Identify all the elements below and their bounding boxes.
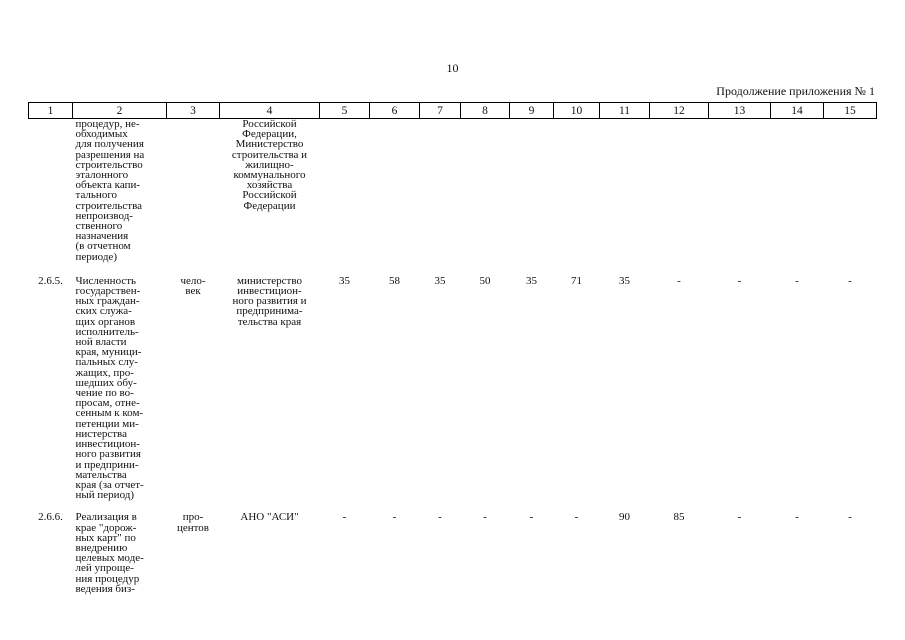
responsible-body [220, 512, 320, 594]
value-cell: - [483, 511, 487, 524]
cell-line: строительство [75, 158, 143, 171]
column-header: 1 [29, 103, 73, 119]
cell-line: петенции ми- [75, 417, 139, 430]
cell-line: внедрению [75, 541, 128, 554]
table-row [29, 119, 877, 276]
value-cell [771, 119, 824, 276]
cell-line: нистерства [75, 427, 127, 440]
cell-line: обходимых [75, 128, 128, 141]
cell-line: и предприни- [75, 458, 139, 471]
cell-line: ведения биз- [75, 582, 135, 595]
cell-line: АНО "АСИ" [240, 511, 299, 524]
column-header: 12 [650, 103, 709, 119]
value-cell: 71 [571, 274, 582, 287]
cell-line: государствен- [75, 285, 141, 298]
cell-line: жащих, про- [75, 366, 134, 379]
cell-line: инвестицион- [75, 438, 140, 451]
cell-line: для получения [75, 138, 144, 151]
cell-line: целевых моде- [75, 552, 144, 565]
cell-line: непроизвод- [75, 209, 133, 222]
table-row [29, 276, 877, 512]
column-header: 9 [510, 103, 554, 119]
cell-line: периоде) [75, 250, 117, 263]
responsible-body [220, 119, 320, 276]
cell-line: тельства края [237, 315, 302, 328]
cell-line: края, муници- [75, 346, 142, 359]
cell-line: Федерации [243, 199, 296, 212]
cell-line: пальных слу- [75, 356, 138, 369]
value-cell [554, 119, 600, 276]
value-cell [370, 119, 420, 276]
cell-line: ственного [75, 220, 123, 233]
column-header: 2 [73, 103, 167, 119]
value-cell [650, 119, 709, 276]
value-cell: - [795, 511, 799, 524]
value-cell [320, 119, 370, 276]
value-cell: - [848, 274, 852, 287]
cell-line: предпринима- [236, 305, 303, 318]
unit [167, 276, 220, 512]
cell-line: крае "дорож- [75, 521, 137, 534]
cell-line: шедших обу- [75, 376, 137, 389]
indicator-name [73, 119, 167, 276]
cell-line: исполнитель- [75, 325, 139, 338]
column-header: 7 [420, 103, 461, 119]
value-cell: 35 [619, 274, 630, 287]
column-header: 5 [320, 103, 370, 119]
cell-line: процедур, не- [75, 118, 140, 130]
page-number: 10 [446, 61, 459, 75]
value-cell: - [677, 274, 681, 287]
column-header: 11 [600, 103, 650, 119]
cell-line: лей упроще- [75, 562, 134, 575]
cell-line: тального [75, 189, 118, 202]
row-code: 2.6.6. [38, 511, 63, 524]
cell-line: ских служа- [75, 305, 132, 318]
column-header: 10 [554, 103, 600, 119]
indicator-name [73, 276, 167, 512]
cell-line: про- [182, 511, 204, 524]
value-cell [709, 119, 771, 276]
cell-line: чело- [180, 274, 206, 287]
cell-line: края (за отчет- [75, 478, 144, 491]
cell-line: ния процедур [75, 572, 140, 585]
column-header: 15 [824, 103, 877, 119]
value-cell: - [529, 511, 534, 524]
value-cell: 58 [389, 274, 400, 287]
cell-line: Российской [242, 189, 297, 202]
cell-line: разрешения на [75, 148, 145, 161]
cell-line: ного развития и [232, 295, 307, 308]
row-code: 2.6.5. [38, 274, 63, 287]
cell-line: щих органов [75, 315, 136, 328]
column-header: 6 [370, 103, 420, 119]
value-cell [420, 119, 461, 276]
column-header: 8 [461, 103, 510, 119]
value-cell [824, 119, 877, 276]
value-cell: 35 [339, 274, 350, 287]
cell-line: ных граждан- [75, 295, 140, 308]
cell-line: просам, отне- [75, 397, 140, 410]
responsible-body [220, 276, 320, 512]
cell-line: ного развития [75, 448, 141, 461]
unit [167, 119, 220, 276]
value-cell [600, 119, 650, 276]
column-header: 4 [220, 103, 320, 119]
cell-line: Численность [75, 274, 137, 287]
table-row [29, 512, 877, 594]
unit [167, 512, 220, 594]
column-header: 14 [771, 103, 824, 119]
value-cell [510, 119, 554, 276]
cell-line: ный период) [75, 489, 135, 502]
value-cell: 85 [673, 511, 685, 524]
value-cell: - [737, 274, 742, 287]
cell-line: (в отчетном [75, 240, 131, 253]
cell-line: Министерство [235, 138, 304, 151]
cell-line: центов [176, 521, 209, 534]
column-header: 13 [709, 103, 771, 119]
value-cell: - [392, 511, 397, 524]
value-cell: - [342, 511, 347, 524]
cell-line: министерство [236, 274, 302, 287]
indicators-table [28, 102, 877, 594]
value-cell: 35 [434, 274, 446, 287]
row-code [29, 119, 73, 276]
value-cell: 35 [526, 274, 537, 287]
cell-line: инвестицион- [237, 285, 302, 298]
value-cell: - [795, 274, 799, 287]
value-cell: 90 [619, 511, 630, 524]
indicator-name [73, 512, 167, 594]
cell-line: век [185, 285, 201, 298]
cell-line: хозяйства [246, 179, 293, 192]
cell-line: Реализация в [75, 511, 137, 524]
value-cell: - [438, 511, 442, 524]
column-header: 3 [167, 103, 220, 119]
value-cell [461, 119, 510, 276]
cell-line: сенным к ком- [75, 407, 144, 420]
cell-line: объекта капи- [75, 179, 141, 192]
cell-line: ной власти [75, 336, 127, 349]
header-row [29, 103, 877, 119]
cell-line: жилищно- [245, 158, 294, 171]
cell-line: строительства [75, 199, 143, 212]
cell-line: коммунального [233, 169, 306, 182]
cell-line: строительства и [231, 148, 308, 161]
cell-line: Российской [242, 118, 297, 130]
cell-line: эталонного [75, 169, 129, 182]
value-cell: 50 [479, 274, 491, 287]
value-cell: - [737, 511, 742, 524]
cell-line: назначения [75, 230, 129, 243]
cell-line: ных карт" по [75, 531, 136, 544]
cell-line: Федерации, [242, 128, 297, 141]
value-cell: - [574, 511, 579, 524]
cell-line: чение по во- [75, 387, 134, 400]
value-cell: - [848, 511, 852, 524]
continuation-label: Продолжение приложения № 1 [716, 84, 875, 98]
cell-line: мательства [75, 468, 127, 481]
